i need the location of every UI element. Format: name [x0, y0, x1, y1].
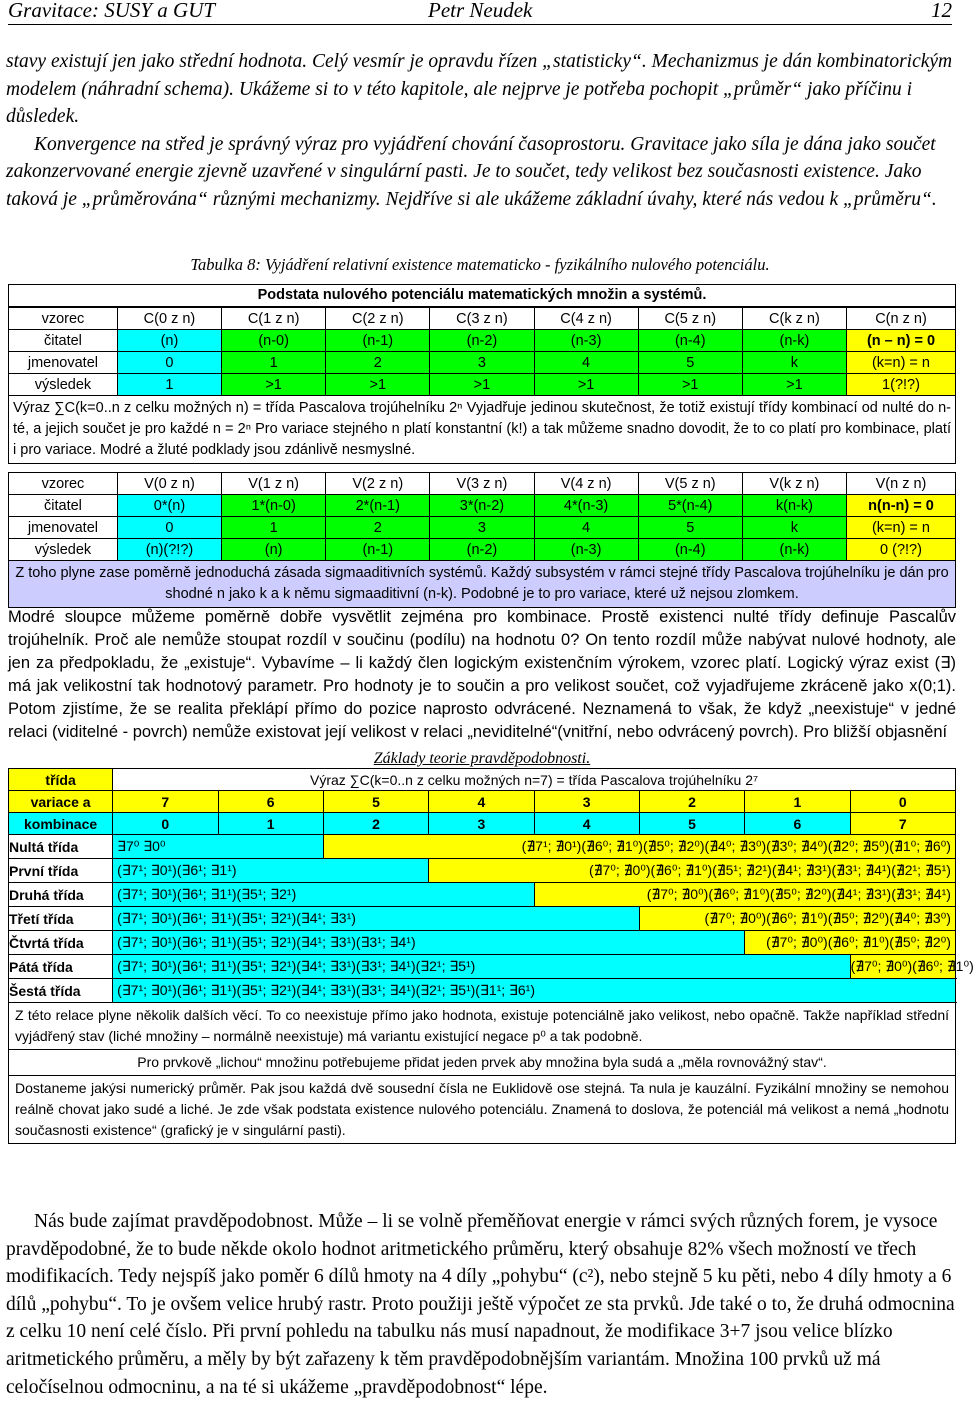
table-cell: 1: [745, 791, 850, 813]
table-cell: (n): [117, 330, 221, 352]
table-cell: (n): [222, 539, 326, 561]
class-label: Šestá třída: [9, 979, 113, 1003]
table-cell: k(n-k): [742, 495, 846, 517]
table-cell: 1: [117, 374, 221, 396]
table-cell: 4*(n-3): [534, 495, 638, 517]
column-header: C(4 z n): [534, 308, 638, 330]
column-header: C(0 z n): [117, 308, 221, 330]
combinations-grid: [8, 307, 956, 396]
table1-title: Podstata nulového potenciálu matematických množin a systémů.: [8, 284, 956, 307]
table-row: [9, 931, 956, 955]
table-cell: (n-1): [326, 330, 430, 352]
header-author: Petr Neudek: [428, 0, 533, 22]
column-header: C(3 z n): [430, 308, 534, 330]
column-header: V(n z n): [846, 473, 955, 495]
class-label: Čtvrtá třída: [9, 931, 113, 955]
table-row: [9, 883, 956, 907]
table-cell: 6: [218, 791, 323, 813]
variations-grid: [8, 472, 956, 561]
table-row: [9, 352, 956, 374]
table-cell: 4: [534, 813, 639, 835]
table-cell: 2*(n-1): [326, 495, 430, 517]
column-header: V(5 z n): [638, 473, 742, 495]
table-cell: (n-4): [638, 330, 742, 352]
table-cell: >1: [326, 374, 430, 396]
table-cell: >1: [430, 374, 534, 396]
page-header: [8, 0, 952, 25]
column-header: vzorec: [9, 473, 118, 495]
table-cell: výsledek: [9, 374, 118, 396]
table-cell: 6: [745, 813, 850, 835]
column-header: V(1 z n): [222, 473, 326, 495]
table-cell: 2: [326, 352, 430, 374]
table-row: [9, 979, 956, 1003]
table3-note-2: Pro prvkově „lichou“ množinu potřebujeme přidat jeden prvek aby množina byla sudá a „měla rovnovážný stav“.: [8, 1050, 956, 1076]
closing-paragraph: Nás bude zajímat pravděpodobnost. Může – li se volně přeměňovat energie v rámci svých různých forem, je vysoce pravděpodobné, že to bude někde okolo hodnot aritmetického průměru, který obsahuje 82% všech možností ve třech modifikacích. Tedy nejspíš jako poměr 6 dílů hmoty na 4 díly „pohybu“ (c²), nebo stejně 5 ku pěti, nebo 4 díly hmoty a 6 dílů „pohybu“. To je ovšem velice hrubý rastr. Proto použiji ještě výpočet ze sta prvků. Jde také o to, že druhá odmocnina z celku 10 není celé číslo. Při první pohledu na tabulku nás musí napadnout, že modifikace 3+7 jsou velice blízko aritmetického průměru, a měly by být zařazeny k těm pravděpodobnějším variantám. Množina 100 prvků už má celočíselnou odmocninu, a na té si ukážeme „pravděpodobnost“ lépe.: [6, 1211, 955, 1398]
table-cell: 1*(n-0): [222, 495, 326, 517]
table-cell: 1: [222, 352, 326, 374]
table-cell: 1: [222, 517, 326, 539]
variations-table: [8, 472, 956, 608]
not-exists-cell: (∄7⁰; ∄0⁰)(∄6⁰; ∄1⁰)(∄5⁰; ∄2⁰)(∄4⁰; ∄3⁰): [639, 907, 955, 931]
table-cell: k: [742, 352, 846, 374]
not-exists-cell: (∄7⁰; ∄0⁰)(∄6⁰; ∄1⁰)(∄5⁰; ∄2⁰)(∄4¹; ∄3¹)(∄3¹; ∄4¹): [534, 883, 955, 907]
exists-cell: (∃7¹; ∃0¹)(∃6¹; ∃1¹)(∃5¹; ∃2¹)(∃4¹; ∃3¹)(∃3¹; ∃4¹): [113, 931, 745, 955]
table-cell: výsledek: [9, 539, 118, 561]
table-cell: k: [742, 517, 846, 539]
table-cell: (n-2): [430, 539, 534, 561]
not-exists-cell: (∄7⁰; ∄0⁰)(∄6⁰; ∄1⁰)(∄5¹; ∄2¹)(∄4¹; ∄3¹)(∄3¹; ∄4¹)(∄2¹; ∄5¹): [429, 859, 956, 883]
sum-header: Výraz ∑C(k=0..n z celku možných n=7) = třída Pascalova trojúhelníku 2⁷: [113, 769, 956, 791]
exists-cell: (∃7¹; ∃0¹)(∃6¹; ∃1¹)(∃5¹; ∃2¹)(∃4¹; ∃3¹)(∃3¹; ∃4¹)(∃2¹; ∃5¹)(∃1¹; ∃6¹): [113, 979, 956, 1003]
class-label: Nultá třída: [9, 835, 113, 859]
table-cell: 3: [430, 352, 534, 374]
column-header: V(2 z n): [326, 473, 430, 495]
table-cell: (n-3): [534, 539, 638, 561]
table-cell: 2: [639, 791, 744, 813]
class-label: První třída: [9, 859, 113, 883]
table-cell: čitatel: [9, 495, 118, 517]
table-row: [9, 859, 956, 883]
table-cell: (n-1): [326, 539, 430, 561]
exists-cell: (∃7¹; ∃0¹)(∃6¹; ∃1¹)(∃5¹; ∃2¹)(∃4¹; ∃3¹)(∃3¹; ∃4¹)(∃2¹; ∃5¹): [113, 955, 850, 979]
column-header: vzorec: [9, 308, 118, 330]
class-label: Třetí třída: [9, 907, 113, 931]
exists-cell: (∃7¹; ∃0¹)(∃6¹; ∃1¹)(∃5¹; ∃2¹)(∃4¹; ∃3¹): [113, 907, 640, 931]
exists-cell: ∃7⁰ ∃0⁰: [113, 835, 324, 859]
table-cell: >1: [534, 374, 638, 396]
class-label: Pátá třída: [9, 955, 113, 979]
column-header: V(k z n): [742, 473, 846, 495]
table-cell: 4: [534, 517, 638, 539]
column-header: C(n z n): [846, 308, 955, 330]
table-cell: 3: [430, 517, 534, 539]
table-cell: 7: [113, 791, 218, 813]
class-label: Druhá třída: [9, 883, 113, 907]
table-cell: 0 (?!?): [846, 539, 955, 561]
table-cell: 0: [850, 791, 955, 813]
middle-text: Modré sloupce můžeme poměrně dobře vysvětlit zejména pro kombinace. Prostě existenci nulté třídy definuje Pascalův trojúhelník. Proč ale nemůže stoupat rozdíl v součinu (podílu) na hodnotu 0? On tento rozdíl může nabývat nulové hodnoty, ale jen za předpokladu, že „existuje“. Vybavíme – li každý člen logickým existenčním výrokem, vzorec platí. Logický výraz exist (∃) má jak velikostní tak hodnotový parametr. Pro hodnoty je to součin a pro velikost součet, což vyjadřujeme zkráceně jako x(0;1). Potom zjistíme, že se realita překlápí přímo do pozice naprosto odvrácené. Neznamená to však, že když „neexistuje“ v jedné relaci (viditelné - povrch) nemůže existovat její velikost v relaci „neviditelné“(vnitřní, nebo odvrácený povrch). Pro bližší objasnění: [8, 608, 956, 741]
table-cell: (k=n) = n: [846, 352, 955, 374]
table3-title: Základy teorie pravděpodobnosti.: [373, 750, 591, 767]
probability-grid: [8, 768, 974, 1003]
table-caption: Tabulka 8: Vyjádření relativní existence matematicko - fyzikálního nulového potenciálu.: [190, 255, 770, 274]
table-cell: čitatel: [9, 330, 118, 352]
table3-note-3: Dostaneme jakýsi numerický průměr. Pak jsou každá dvě sousední čísla ne Euklidově ose stejná. Ta nula je kauzální. Fyzikální množiny se nemohou reálně chovat jako sudé a liché. Je zde však podstata existence nulového potenciálu. Znamená to doslova, že potenciál má velikost a nemá „hodnotu současnosti existence“ (grafický je v singulární pasti).: [8, 1076, 956, 1144]
table1-note: Výraz ∑C(k=0..n z celku možných n) = třída Pascalova trojúhelníku 2ⁿ Vyjadřuje jedinou skutečnost, že totiž existují třídy kombinací od nulté do n-té, a jejich součet je pro každé n = 2ⁿ Pro variace stejného n platí konstantní (k!) a tak můžeme snadno dovodit, že to co platí pro kombinace, platí i pro variace. Modré a žluté podklady jsou zdánlivě nesmyslné.: [8, 396, 956, 464]
not-exists-cell: (∄7¹; ∄0¹)(∄6⁰; ∄1⁰)(∄5⁰; ∄2⁰)(∄4⁰; ∄3⁰)(∄3⁰; ∄4⁰)(∄2⁰; ∄5⁰)(∄1⁰; ∄6⁰): [323, 835, 955, 859]
table-cell: 2: [326, 517, 430, 539]
intro-paragraph-2: Konvergence na střed je správný výraz pro vyjádření chování časoprostoru. Gravitace jako síla je dána jako součet zakonzervované energie zjevně uzavřené v singulární pasti. Je to součet, tedy velikost bez současnosti existence. Jako taková je „průměrována“ různými mechanizmy. Nejdříve si ale ukážeme základní úvahy, které nás vedou k „průměru“.: [6, 133, 937, 210]
table2-note: Z toho plyne zase poměrně jednoduchá zásada sigmaaditivních systémů. Každý subsystém v rámci stejné třídy Pascalova trojúhelníku je dán pro shodné n jako k a k němu sigmaaditivní (n-k). Podobné je to pro variace, které už nejsou zlomkem.: [8, 561, 956, 608]
table-cell: 1: [218, 813, 323, 835]
table-cell: (n-0): [222, 330, 326, 352]
table-cell: 4: [429, 791, 534, 813]
table-cell: (n-4): [638, 539, 742, 561]
table-cell: 5*(n-4): [638, 495, 742, 517]
row-label: kombinace: [9, 813, 113, 835]
table-cell: >1: [222, 374, 326, 396]
table-cell: 0: [117, 352, 221, 374]
table-cell: 2: [323, 813, 428, 835]
table-cell: 0: [113, 813, 218, 835]
table-cell: 3: [534, 791, 639, 813]
table-cell: >1: [638, 374, 742, 396]
table-row: [9, 374, 956, 396]
column-header: C(5 z n): [638, 308, 742, 330]
table-cell: (n-k): [742, 539, 846, 561]
table-row: [9, 955, 956, 979]
not-exists-cell: (∄7⁰; ∄0⁰)(∄6⁰; ∄1⁰): [850, 955, 955, 979]
table-cell: 3: [429, 813, 534, 835]
table3-note-1: Z této relace plyne několik dalších věcí. To co neexistuje přímo jako hodnota, existuje potenciálně jako velikost, nebo opačně. Takže například střední vyjádřený stav (liché množiny – normálně neexistuje) má variantu existující negace p⁰ a tak podobně.: [8, 1003, 956, 1050]
table-row: [9, 473, 956, 495]
table-cell: 5: [638, 352, 742, 374]
table-cell: jmenovatel: [9, 352, 118, 374]
exists-cell: (∃7¹; ∃0¹)(∃6¹; ∃1¹)(∃5¹; ∃2¹): [113, 883, 534, 907]
intro-text: [6, 48, 956, 214]
table-cell: 5: [638, 517, 742, 539]
table-row: [9, 539, 956, 561]
column-header: C(k z n): [742, 308, 846, 330]
row-label: variace a: [9, 791, 113, 813]
table-cell: n(n-n) = 0: [846, 495, 955, 517]
column-header: V(4 z n): [534, 473, 638, 495]
column-header: C(2 z n): [326, 308, 430, 330]
column-header: C(1 z n): [222, 308, 326, 330]
table-cell: (k=n) = n: [846, 517, 955, 539]
table-cell: >1: [742, 374, 846, 396]
table-cell: 0*(n): [117, 495, 221, 517]
table-cell: 1(?!?): [846, 374, 955, 396]
table-row: [9, 330, 956, 352]
table-cell: 0: [117, 517, 221, 539]
table-row: [9, 517, 956, 539]
class-header: třída: [9, 769, 113, 791]
table-cell: 5: [639, 813, 744, 835]
header-title: Gravitace: SUSY a GUT: [8, 0, 216, 22]
table-cell: jmenovatel: [9, 517, 118, 539]
page-number: 12: [931, 0, 952, 22]
table-row: [9, 835, 956, 859]
intro-paragraph-1: stavy existují jen jako střední hodnota. Celý vesmír je opravdu řízen „statisticky“. Mechanizmus je dán kombinatorickým modelem (náhradní schema). Ukážeme si to v této kapitole, ale nejprve je potřeba pochopit „průměr“ jako příčinu i důsledek.: [6, 51, 953, 128]
table-cell: (n – n) = 0: [846, 330, 955, 352]
table-cell: (n-k): [742, 330, 846, 352]
column-header: V(0 z n): [117, 473, 221, 495]
exists-cell: (∃7¹; ∃0¹)(∃6¹; ∃1¹): [113, 859, 429, 883]
table-cell: (n-2): [430, 330, 534, 352]
table-row: [9, 907, 956, 931]
table-row: [9, 495, 956, 517]
closing-text: [6, 1208, 956, 1401]
probability-table: [8, 750, 974, 1144]
table-cell: 5: [323, 791, 428, 813]
column-header: V(3 z n): [430, 473, 534, 495]
combinations-table: [8, 284, 956, 464]
table-cell: 7: [850, 813, 955, 835]
table-cell: 4: [534, 352, 638, 374]
not-exists-cell: (∄7⁰; ∄0⁰)(∄6⁰; ∄1⁰)(∄5⁰; ∄2⁰): [745, 931, 956, 955]
table-cell: (n-3): [534, 330, 638, 352]
table-row: [9, 308, 956, 330]
table-cell: 3*(n-2): [430, 495, 534, 517]
table-cell: (n)(?!?): [117, 539, 221, 561]
